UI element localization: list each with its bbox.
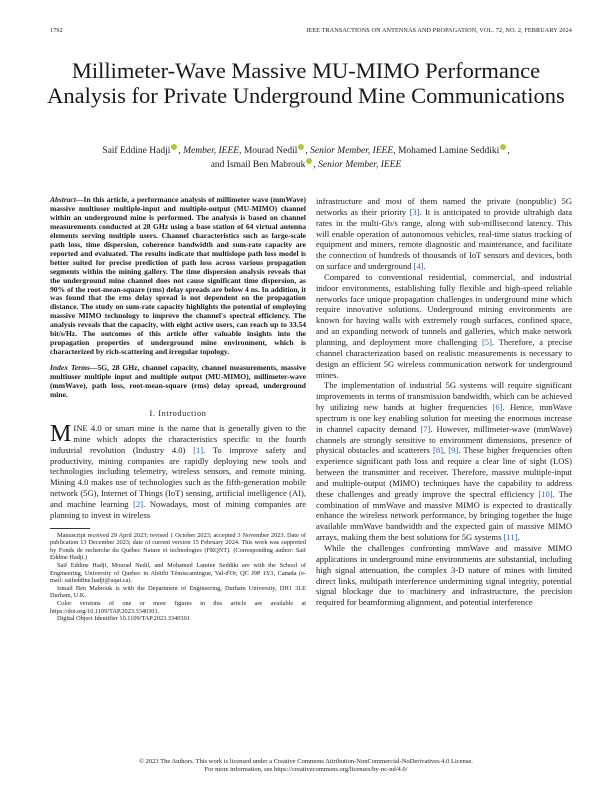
author-role: Senior Member, IEEE xyxy=(310,146,394,156)
footnote: Color versions of one or more figures in this article are available at https://doi.org/10.1109/TAP.2023.3340301. xyxy=(50,599,306,615)
citation-link[interactable]: [6] xyxy=(492,402,503,413)
body-paragraph xyxy=(316,380,572,543)
citation-link[interactable]: [9] xyxy=(448,445,459,456)
orcid-icon[interactable] xyxy=(306,158,312,164)
index-terms-text: 5G, 28 GHz, channel capacity, channel measurements, massive multiuser multiple input and multiple output (MU-MIMO), millimeter-wave (mmWave), path loss, root-mean-square (rms) delay spread, underground mine. xyxy=(50,363,307,400)
citation-link[interactable]: [5] xyxy=(481,336,492,347)
citation-link[interactable]: [7] xyxy=(420,423,431,434)
running-header xyxy=(50,27,572,37)
index-terms-label: Index Terms— xyxy=(50,363,98,373)
body-text: infrastructure and most of them named the private (nonpublic) 5G networks as their priority xyxy=(316,196,572,217)
license-line: © 2023 The Authors. This work is licensed under a Creative Commons Attribution-NonCommercial-NoDerivatives 4.0 License. xyxy=(139,758,473,765)
body-text: . Therefore, a precise channel characterization based on realistic measurements is necessary to design an efficient 5G wireless communication network for underground mines. xyxy=(316,336,572,380)
page-number: 1792 xyxy=(50,27,63,34)
author-role: Senior Member, IEEE xyxy=(318,160,402,170)
orcid-icon[interactable] xyxy=(500,144,506,150)
author-name: Mourad Nedil xyxy=(243,146,298,156)
body-paragraph xyxy=(316,543,572,608)
footnote: Ismail Ben Mabrouk is with the Department of Engineering, Durham University, DH1 3LE Durham, U.K. xyxy=(50,584,306,600)
orcid-icon[interactable] xyxy=(298,144,304,150)
orcid-icon[interactable] xyxy=(171,144,177,150)
footnotes xyxy=(50,532,306,623)
journal-name: IEEE TRANSACTIONS ON ANTENNAS AND PROPAGATION, VOL. 72, NO. 2, FEBRUARY 2024 xyxy=(306,27,572,34)
paper-title: Millimeter-Wave Massive MU-MIMO Performance Analysis for Private Underground Mine Communications xyxy=(47,58,565,108)
body-text: , xyxy=(442,445,449,456)
footnote: Digital Object Identifier 10.1109/TAP.2023.3340301 xyxy=(57,615,190,623)
author-list: Saif Eddine Hadji , Member, IEEE, Mourad Nedil , Senior Member, IEEE, Mohamed Lamine Seddiki , and Ismail Ben Mabrouk , Senior Member, IEEE xyxy=(102,146,510,170)
body-text: . These higher frequencies often experience significant path loss and require a clear line of sight (LOS) between the transmitter and receiver. Therefore, massive multiple-input and multiple-output (MIMO) techniques have the capability to address these challenges and greatly improve the spectral efficiency xyxy=(316,445,573,499)
footnote: Saif Eddine Hadji, Mourad Nedil, and Mohamed Lamine Seddiki are with the School of Engineering, University of Quebec in Abitibi Témiscamingue, Val-d'Or, QC J9P 1Y3, Canada (e-mail: saifeddine.hadji@uqat.ca). xyxy=(50,561,306,585)
citation-link[interactable]: [3] xyxy=(409,206,420,217)
body-text: While the challenges confronting mmWave and massive MIMO applications in underground mine environments are substantial, including high signal attenuation, the complex 3-D nature of mines with limited direct links, multipath interference undermining signal integrity, potential signal blockage due to machinery and infrastructure, the precision required for beamforming alignment, and potential interference xyxy=(316,543,572,608)
body-paragraph xyxy=(316,272,572,380)
abstract xyxy=(50,196,306,357)
left-column xyxy=(50,196,306,623)
footnote: Manuscript received 29 April 2023; revised 1 October 2023; accepted 3 November 2023. Date of publication 13 December 2023; date of current version 15 February 2024. This work was supported by Fonds de recherche du Québec Nature et technologies (FRQNT). (Corresponding author: Saif Eddine Hadji.) xyxy=(50,531,306,562)
body-text: . xyxy=(423,261,426,272)
footnote-divider xyxy=(50,528,90,529)
citation-link[interactable]: [8] xyxy=(433,445,443,456)
body-text: . However, millimeter-wave (mmWave) channels are strongly sensitive to environment dimensions, presence of physical obstacles and scatterers xyxy=(316,423,572,456)
author-name: and Ismail Ben Mabrouk xyxy=(210,160,306,170)
author-role: Member, IEEE xyxy=(183,146,240,156)
citation-link[interactable]: [4] xyxy=(413,261,424,272)
index-terms xyxy=(50,364,306,400)
drop-cap: M xyxy=(50,420,72,447)
body-text: The implementation of industrial 5G systems will require significant improvements in terms of transmission bandwidth, which can be achieved by utilizing new bands at higher frequencies xyxy=(316,380,572,413)
intro-paragraph: MINE 4.0 or smart mine is the name that is generally given to the mine which adopts the characteristics specific to the fourth industrial revolution (Industry 4.0) [1]. To improve safety and productivity, mining companies are rapidly deploying new tools and technologies including telemetry, wireless sensors, and remote mining. Mining 4.0 makes use of technologies such as the fifth-generation mobile network (5G), Internet of Things (IoT) sensing, artificial intelligence (AI), and machine learning [2]. Nowadays, most of mining companies are planning to invest in wireless xyxy=(50,420,306,520)
citation-link[interactable]: [10] xyxy=(538,488,553,499)
body-text: . xyxy=(517,532,520,543)
author-name: Saif Eddine Hadji xyxy=(102,146,171,156)
license-footer xyxy=(40,758,572,775)
right-column xyxy=(316,196,572,608)
citation-link[interactable]: [2] xyxy=(133,498,144,509)
citation-link[interactable]: [11] xyxy=(503,532,518,543)
section-heading: I. Introduction xyxy=(149,408,207,418)
body-text: . Hence, mmWave spectrum is one key enabling solution for meeting the enormous increase in channel capacity demand xyxy=(316,402,572,434)
license-link-line[interactable]: For more information, see https://creativecommons.org/licenses/by-nc-nd/4.0/ xyxy=(204,766,408,774)
author-name: Mohamed Lamine Seddiki xyxy=(397,146,500,156)
body-text: . The combination of mmWave and massive MIMO is expected to drastically enhance the wireless network performance, by bringing together the huge available mmWave bandwidth and the expected gain of massive MIMO arrays, making them the best solutions for 5G systems xyxy=(316,488,572,543)
citation-link[interactable]: [1] xyxy=(193,444,204,455)
body-paragraph xyxy=(316,196,572,272)
abstract-label: Abstract— xyxy=(50,195,84,204)
body-text: . It is anticipated to provide ultrahigh data rates in the multi-Gb/s range, along with sub-millisecond latency. This will enable operation of autonomous vehicles, real-time status tracking of equipment and miners, remote diagnostic and maintenance, and facilitate the connection of hundreds of thousands of IoT sensors and devices, both on surface and underground xyxy=(316,206,572,272)
body-text: Compared to conventional residential, commercial, and industrial indoor environments, establishing fully flexible and high-speed reliable networks face unique propagation challenges in underground mine which require innovative solutions. Underground mining environments are known for having walls with extremely rough surfaces, confined space, and an expanding network of tunnels and galleries, which make network planning, and deployment more challenging xyxy=(316,271,572,347)
abstract-text: In this article, a performance analysis of millimeter wave (mmWave) massive multiuser multiple-input and multiple-output (MU-MIMO) channel within an underground mine is performed. The analysis is based on channel measurements conducted at 28 GHz using a base station of 64 virtual antenna elements serving multiple users. Channel characteristics such as large-scale path loss, time dispersion, coherence bandwidth and sum-rate capacity are reported and evaluated. The results indicate that multislope path loss model is better suited for precise prediction of path loss across various propagation segments within the mining gallery. The time dispersion analysis reveals that the underground mine channel does not cause significant time dispersion, as 90% of the root-mean-square (rms) delay spreads are below 4 ns. In addition, it was found that the rms delay spread is not dependent on the propagation distance. The study on sum-rate capacity highlights the potential of employing massive MIMO technology to improve the channel's spectral efficiency. The analysis reveals that the capacity, with eight active users, can reach up to 33.54 bit/s/Hz. The outcomes of this article offer valuable insights into the propagation properties of underground mine environment, which is characterized by rich-scattering and irregular topology. xyxy=(50,195,306,357)
